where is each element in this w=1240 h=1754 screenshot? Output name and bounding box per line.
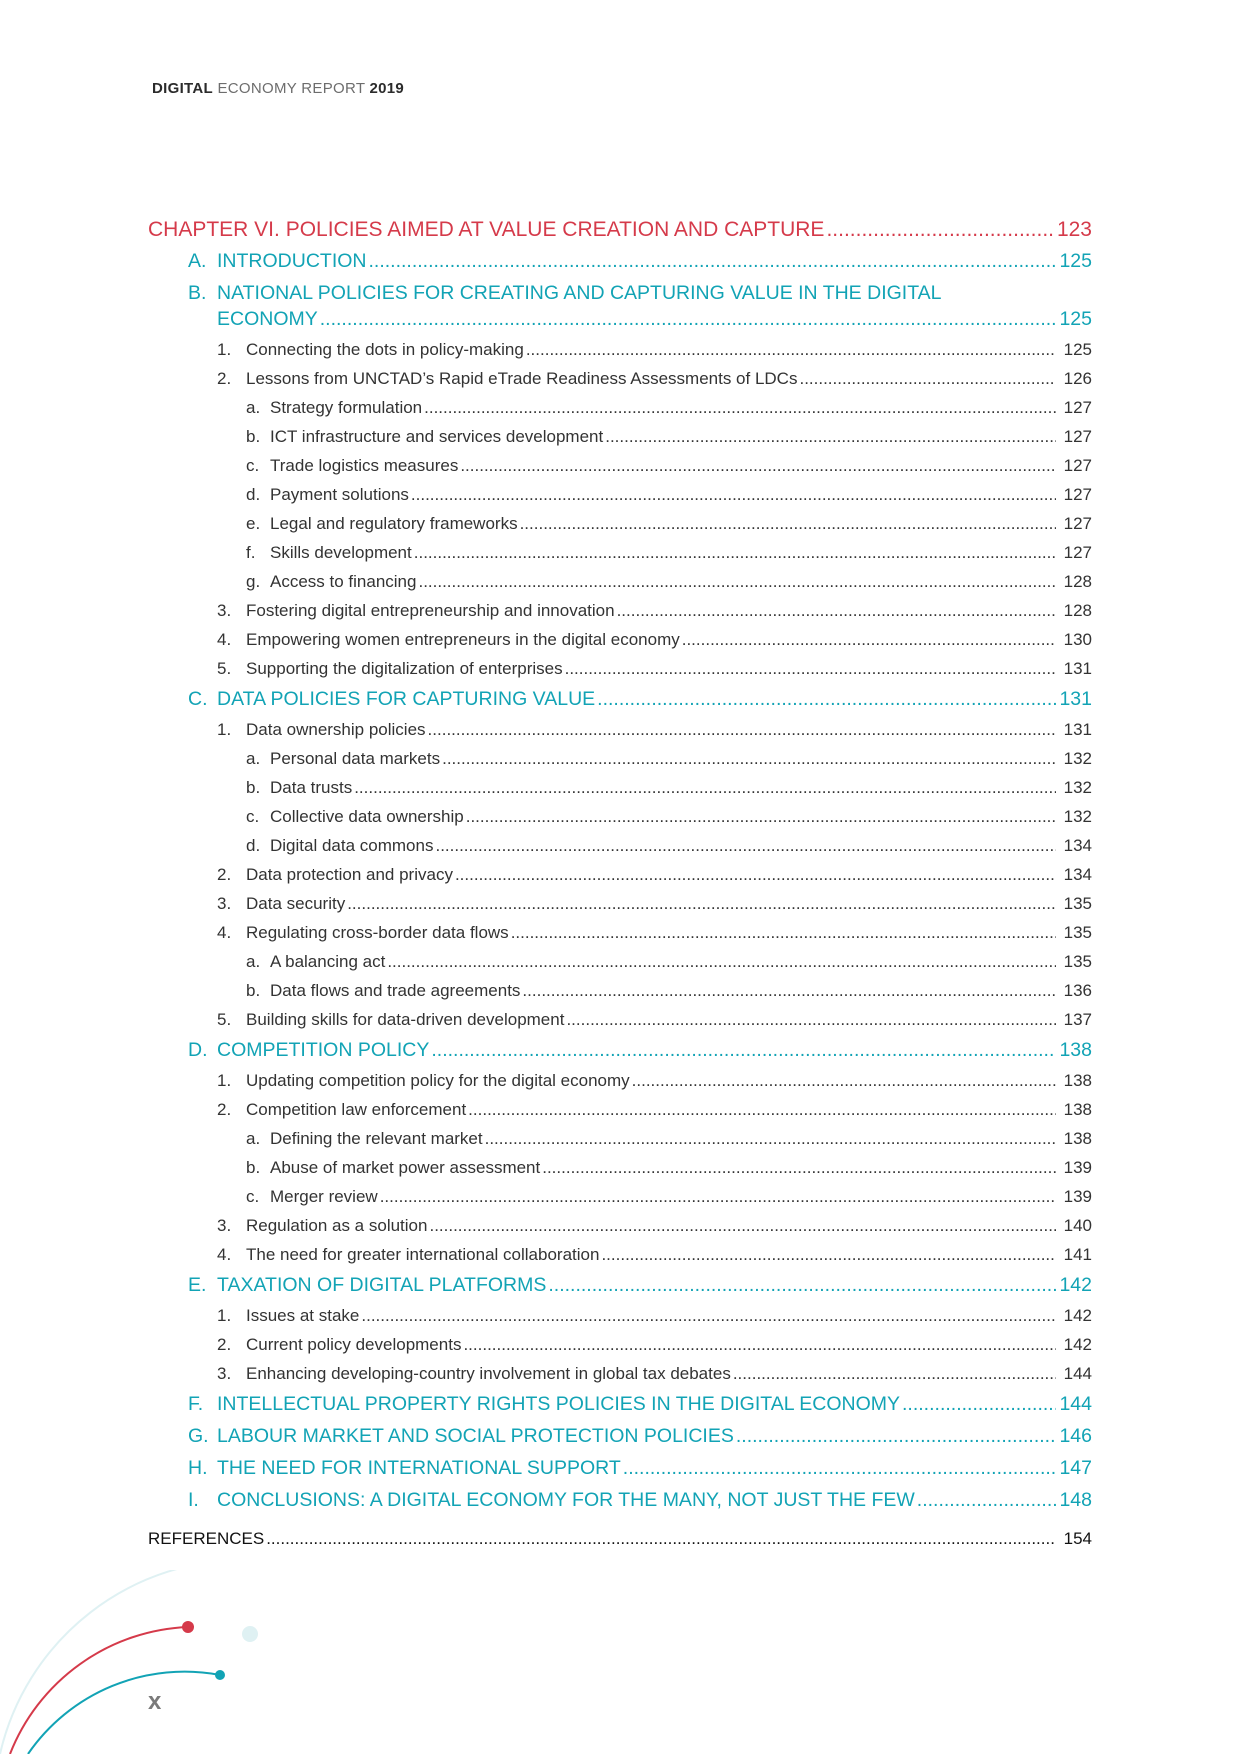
toc-title: Payment solutions: [270, 485, 409, 504]
toc-leader: [418, 572, 1056, 592]
toc-page: 135: [1063, 952, 1092, 971]
toc-leader: [542, 1158, 1056, 1178]
toc-page: 134: [1063, 836, 1092, 855]
toc-entry[interactable]: [148, 807, 1092, 836]
toc-leader: [354, 778, 1056, 798]
toc-entry[interactable]: [148, 865, 1092, 894]
toc-num: 2.: [217, 369, 232, 388]
toc-entry[interactable]: [148, 514, 1092, 543]
toc-num: D.: [188, 1039, 208, 1061]
toc-entry[interactable]: [148, 1335, 1092, 1364]
toc-page: 139: [1063, 1158, 1092, 1177]
toc-title: Collective data ownership: [270, 807, 464, 826]
toc-entry[interactable]: [148, 836, 1092, 865]
toc-title: Issues at stake: [246, 1306, 360, 1325]
toc-leader: [511, 923, 1056, 943]
toc-leader: [632, 1071, 1056, 1091]
toc-title: Enhancing developing-country involvement in global tax debates: [246, 1364, 731, 1383]
toc-page: 136: [1063, 981, 1092, 1000]
toc-page: 123: [1056, 218, 1092, 241]
toc-leader: [466, 807, 1056, 827]
toc-title: COMPETITION POLICY: [217, 1039, 430, 1061]
running-header: [152, 80, 404, 97]
toc-title: ICT infrastructure and services development: [270, 427, 604, 446]
toc-num: a.: [246, 749, 261, 768]
toc-title: Strategy formulation: [270, 398, 423, 417]
toc-num: b.: [246, 427, 261, 446]
toc-num: a.: [246, 1129, 261, 1148]
toc-entry[interactable]: [148, 659, 1092, 688]
toc-page: 132: [1063, 778, 1092, 797]
toc-title: Data protection and privacy: [246, 865, 453, 884]
toc-page: 144: [1063, 1364, 1092, 1383]
toc-num: B.: [188, 282, 207, 304]
toc-entry[interactable]: [148, 894, 1092, 923]
toc-page: 131: [1059, 688, 1092, 710]
toc-num: 1.: [217, 1071, 232, 1090]
toc-title: The need for greater international collaboration: [246, 1245, 600, 1264]
toc-num: 2.: [217, 1100, 232, 1119]
toc-leader: [601, 1245, 1056, 1265]
toc-leader: [522, 981, 1056, 1001]
toc-title: Competition law enforcement: [246, 1100, 467, 1119]
toc-page: 131: [1063, 659, 1092, 678]
toc-page: 147: [1059, 1457, 1092, 1479]
toc-leader: [320, 308, 1056, 331]
toc-num: c.: [246, 1187, 260, 1206]
toc-title: INTRODUCTION: [217, 250, 367, 272]
toc-leader: [387, 952, 1056, 972]
toc-num: b.: [246, 1158, 261, 1177]
toc-num: F.: [188, 1393, 204, 1415]
toc-references[interactable]: [148, 1529, 1092, 1559]
toc-title-continued: ECONOMY: [217, 308, 318, 330]
toc-title: Data ownership policies: [246, 720, 426, 739]
toc-title: Updating competition policy for the digital economy: [246, 1071, 630, 1090]
toc-leader: [266, 1529, 1056, 1549]
toc-title: DATA POLICIES FOR CAPTURING VALUE: [217, 688, 596, 710]
toc-leader: [468, 1100, 1056, 1120]
toc-entry[interactable]: [148, 778, 1092, 807]
toc-page: 142: [1063, 1306, 1092, 1325]
toc-leader: [733, 1364, 1056, 1384]
arc-light: [0, 1570, 250, 1754]
toc-leader: [736, 1425, 1056, 1448]
toc-page: 132: [1063, 807, 1092, 826]
toc-num: 3.: [217, 1216, 232, 1235]
toc-page: 138: [1063, 1071, 1092, 1090]
toc-page: 146: [1059, 1425, 1092, 1447]
toc-title: A balancing act: [270, 952, 386, 971]
toc-entry[interactable]: [148, 427, 1092, 456]
toc-entry[interactable]: [148, 1071, 1092, 1100]
toc-entry[interactable]: [148, 601, 1092, 630]
toc-title: Lessons from UNCTAD’s Rapid eTrade Readiness Assessments of LDCs: [246, 369, 798, 388]
toc-title: NATIONAL POLICIES FOR CREATING AND CAPTURING VALUE IN THE DIGITAL: [217, 282, 942, 304]
toc-page: 138: [1059, 1039, 1092, 1061]
toc-page: 128: [1063, 601, 1092, 620]
toc-entry[interactable]: [148, 1010, 1092, 1039]
toc-entry[interactable]: [148, 1187, 1092, 1216]
toc-title: Supporting the digitalization of enterprises: [246, 659, 563, 678]
toc-num: f.: [246, 543, 256, 562]
toc-title: Skills development: [270, 543, 412, 562]
toc-title: TAXATION OF DIGITAL PLATFORMS: [217, 1274, 547, 1296]
toc-num: 5.: [217, 1010, 232, 1029]
toc-leader: [424, 398, 1056, 418]
toc-entry[interactable]: [148, 398, 1092, 427]
toc-leader: [380, 1187, 1056, 1207]
toc-entry[interactable]: [148, 543, 1092, 572]
toc-entry[interactable]: [148, 923, 1092, 952]
toc-num: 4.: [217, 1245, 232, 1264]
toc-leader: [548, 1274, 1056, 1297]
toc-title: Current policy developments: [246, 1335, 462, 1354]
toc-page: 142: [1063, 1335, 1092, 1354]
toc-page: 137: [1063, 1010, 1092, 1029]
toc-num: c.: [246, 456, 260, 475]
toc-page: 135: [1063, 894, 1092, 913]
toc-num: 1.: [217, 720, 232, 739]
toc-section-h[interactable]: [148, 1457, 1092, 1489]
toc-num: d.: [246, 836, 261, 855]
toc-leader: [597, 688, 1056, 711]
toc-title: INTELLECTUAL PROPERTY RIGHTS POLICIES IN THE DIGITAL ECONOMY: [217, 1393, 901, 1415]
toc-num: a.: [246, 398, 261, 417]
toc-page: 127: [1063, 427, 1092, 446]
toc-title: Empowering women entrepreneurs in the digital economy: [246, 630, 680, 649]
toc-num: H.: [188, 1457, 208, 1479]
dot-red: [182, 1621, 194, 1633]
toc-num: 1.: [217, 1306, 232, 1325]
toc-entry[interactable]: [148, 1306, 1092, 1335]
toc-title: Personal data markets: [270, 749, 441, 768]
toc-num: 4.: [217, 630, 232, 649]
table-of-contents: [148, 218, 1092, 1559]
toc-leader: [347, 894, 1056, 914]
toc-title: CHAPTER VI. POLICIES AIMED AT VALUE CREATION AND CAPTURE: [148, 218, 825, 241]
toc-num: e.: [246, 514, 261, 533]
toc-leader: [442, 749, 1056, 769]
toc-chapter[interactable]: [148, 218, 1092, 250]
toc-entry[interactable]: [148, 1245, 1092, 1274]
toc-num: c.: [246, 807, 260, 826]
toc-title: THE NEED FOR INTERNATIONAL SUPPORT: [217, 1457, 621, 1479]
toc-title: Connecting the dots in policy-making: [246, 340, 524, 359]
toc-title: Trade logistics measures: [270, 456, 459, 475]
toc-page: 131: [1063, 720, 1092, 739]
toc-leader: [826, 218, 1055, 242]
toc-leader: [617, 601, 1056, 621]
toc-title: Digital data commons: [270, 836, 434, 855]
toc-title: Data trusts: [270, 778, 353, 797]
toc-page: 130: [1063, 630, 1092, 649]
header-economy-report: ECONOMY REPORT: [217, 80, 366, 97]
toc-page: 134: [1063, 865, 1092, 884]
toc-entry[interactable]: [148, 456, 1092, 485]
toc-title: Legal and regulatory frameworks: [270, 514, 518, 533]
toc-leader: [799, 369, 1056, 389]
toc-title: REFERENCES: [148, 1529, 265, 1548]
toc-num: I.: [188, 1489, 199, 1511]
toc-num: 4.: [217, 923, 232, 942]
toc-title: Data flows and trade agreements: [270, 981, 521, 1000]
toc-title: LABOUR MARKET AND SOCIAL PROTECTION POLICIES: [217, 1425, 734, 1447]
toc-page: 138: [1063, 1129, 1092, 1148]
toc-title: Regulating cross-border data flows: [246, 923, 509, 942]
dot-teal: [215, 1670, 225, 1680]
toc-entry[interactable]: [148, 1158, 1092, 1187]
toc-page: 132: [1063, 749, 1092, 768]
toc-entry[interactable]: [148, 720, 1092, 749]
toc-leader: [623, 1457, 1056, 1480]
toc-section-i[interactable]: [148, 1489, 1092, 1521]
toc-title: Regulation as a solution: [246, 1216, 428, 1235]
toc-entry[interactable]: [148, 1129, 1092, 1158]
toc-title: Access to financing: [270, 572, 417, 591]
toc-entry[interactable]: [148, 485, 1092, 514]
toc-page: 141: [1063, 1245, 1092, 1264]
toc-leader: [526, 340, 1056, 360]
toc-page: 127: [1063, 514, 1092, 533]
toc-section-d[interactable]: [148, 1039, 1092, 1071]
toc-entry[interactable]: [148, 340, 1092, 369]
toc-num: b.: [246, 778, 261, 797]
toc-num: C.: [188, 688, 208, 710]
toc-entry[interactable]: [148, 1100, 1092, 1129]
toc-num: 5.: [217, 659, 232, 678]
toc-entry[interactable]: [148, 369, 1092, 398]
toc-title: Building skills for data-driven development: [246, 1010, 565, 1029]
toc-leader: [429, 1216, 1056, 1236]
toc-leader: [411, 485, 1056, 505]
decorative-arcs-graphic: [0, 1570, 300, 1754]
toc-num: 1.: [217, 340, 232, 359]
toc-section-a[interactable]: [148, 250, 1092, 282]
toc-page: 139: [1063, 1187, 1092, 1206]
toc-num: d.: [246, 485, 261, 504]
toc-num: a.: [246, 952, 261, 971]
toc-page: 125: [1063, 340, 1092, 359]
toc-page: 126: [1063, 369, 1092, 388]
toc-entry[interactable]: [148, 630, 1092, 659]
toc-leader: [566, 1010, 1056, 1030]
toc-page: 128: [1063, 572, 1092, 591]
toc-entry[interactable]: [148, 1216, 1092, 1245]
toc-leader: [463, 1335, 1056, 1355]
toc-leader: [455, 865, 1056, 885]
toc-leader: [435, 836, 1056, 856]
toc-num: A.: [188, 250, 207, 272]
toc-page: 127: [1063, 456, 1092, 475]
dot-light: [242, 1626, 258, 1642]
page-number: x: [148, 1688, 162, 1715]
toc-section-g[interactable]: [148, 1425, 1092, 1457]
toc-page: 148: [1059, 1489, 1092, 1511]
toc-num: 3.: [217, 894, 232, 913]
toc-leader: [428, 720, 1056, 740]
toc-leader: [414, 543, 1056, 563]
toc-title: Data security: [246, 894, 346, 913]
toc-section-c[interactable]: [148, 688, 1092, 720]
toc-page: 127: [1063, 485, 1092, 504]
toc-num: 3.: [217, 601, 232, 620]
toc-section-e[interactable]: [148, 1274, 1092, 1306]
toc-leader: [361, 1306, 1056, 1326]
toc-num: E.: [188, 1274, 207, 1296]
toc-page: 127: [1063, 543, 1092, 562]
toc-entry[interactable]: [148, 981, 1092, 1010]
toc-page: 125: [1059, 250, 1092, 272]
toc-title: Merger review: [270, 1187, 378, 1206]
toc-title: Fostering digital entrepreneurship and innovation: [246, 601, 615, 620]
toc-num: 2.: [217, 865, 232, 884]
toc-leader: [682, 630, 1056, 650]
toc-page: 144: [1059, 1393, 1092, 1415]
toc-page: 125: [1059, 308, 1092, 330]
toc-entry[interactable]: [148, 1364, 1092, 1393]
toc-page: 138: [1063, 1100, 1092, 1119]
toc-leader: [369, 250, 1057, 273]
toc-page: 154: [1063, 1529, 1092, 1548]
toc-title: Defining the relevant market: [270, 1129, 483, 1148]
toc-entry[interactable]: [148, 952, 1092, 981]
toc-section-f[interactable]: [148, 1393, 1092, 1425]
toc-title: Abuse of market power assessment: [270, 1158, 541, 1177]
toc-num: 3.: [217, 1364, 232, 1383]
toc-page: 135: [1063, 923, 1092, 942]
toc-leader: [485, 1129, 1056, 1149]
toc-entry[interactable]: [148, 572, 1092, 601]
toc-leader: [565, 659, 1056, 679]
header-digital: DIGITAL: [152, 80, 213, 97]
toc-page: 142: [1059, 1274, 1092, 1296]
toc-section-b[interactable]: [148, 282, 1092, 340]
toc-page: 127: [1063, 398, 1092, 417]
toc-leader: [520, 514, 1056, 534]
toc-page: 140: [1063, 1216, 1092, 1235]
toc-num: G.: [188, 1425, 209, 1447]
toc-leader: [902, 1393, 1056, 1416]
toc-leader: [917, 1489, 1056, 1512]
toc-title: CONCLUSIONS: A DIGITAL ECONOMY FOR THE MANY, NOT JUST THE FEW: [217, 1489, 915, 1511]
toc-num: g.: [246, 572, 261, 591]
toc-leader: [431, 1039, 1056, 1062]
toc-num: 2.: [217, 1335, 232, 1354]
toc-entry[interactable]: [148, 749, 1092, 778]
toc-leader: [460, 456, 1056, 476]
header-year: 2019: [369, 80, 405, 97]
toc-leader: [605, 427, 1056, 447]
toc-num: b.: [246, 981, 261, 1000]
